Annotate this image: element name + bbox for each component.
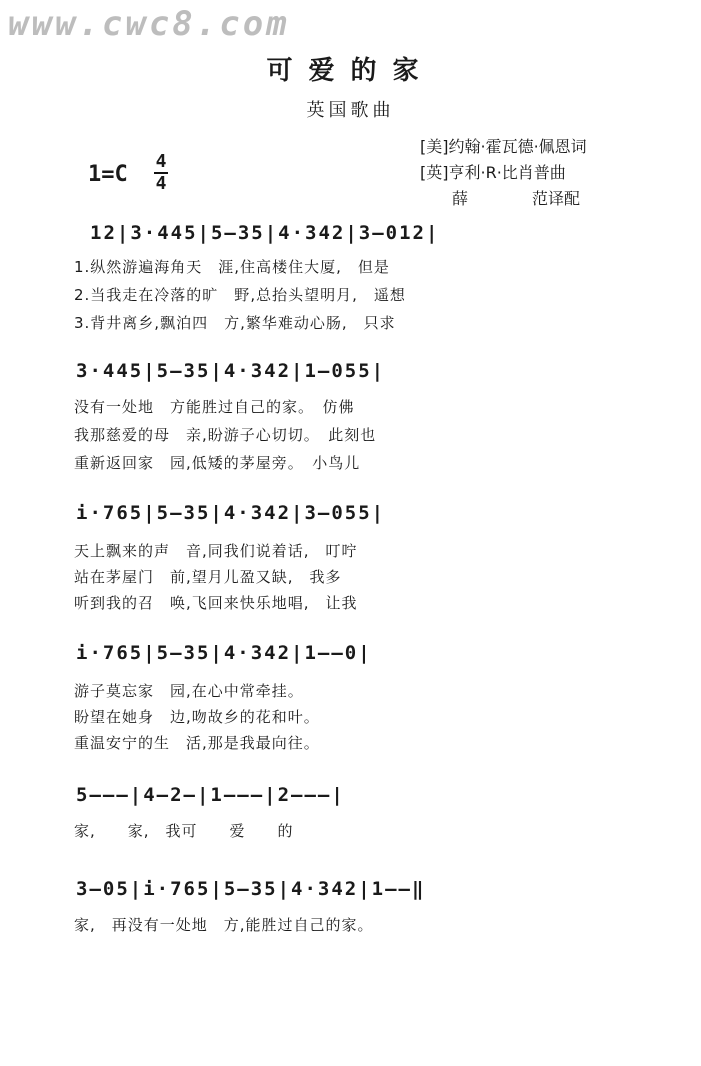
notes-6: 3—05|i·765|5—35|4·342|1——‖ [76, 878, 426, 900]
staff-line-4 [70, 636, 645, 676]
lyric-1-2: 2.当我走在冷落的旷 野,总抬头望明月, 遥想 [74, 286, 406, 304]
arranger-credit: 薛 范译配 [452, 189, 581, 208]
staff-line-5 [70, 778, 645, 818]
lyric-2-3: 重新返回家 园,低矮的茅屋旁。 小鸟儿 [74, 454, 361, 472]
song-title: 可爱的家 [266, 56, 435, 86]
lyric-4-2: 盼望在她身 边,吻故乡的花和叶。 [74, 708, 320, 726]
lyric-2-2: 我那慈爱的母 亲,盼游子心切切。 此刻也 [74, 426, 377, 444]
lyric-2-1: 没有一处地 方能胜过自己的家。 仿佛 [74, 398, 355, 416]
lyric-6-1: 家, 再没有一处地 方,能胜过自己的家。 [74, 916, 374, 934]
staff-line-1 [70, 216, 645, 256]
lyricist-credit: [美]约翰·霍瓦德·佩恩词 [420, 137, 587, 156]
time-signature-bottom: 4 [155, 173, 167, 194]
notes-3: i·765|5—35|4·342|3—055| [76, 502, 386, 524]
song-subtitle: 英国歌曲 [306, 100, 395, 121]
notes-5: 5———|4—2—|1———|2———| [76, 784, 345, 806]
lyric-3-3: 听到我的召 唤,飞回来快乐地唱, 让我 [74, 594, 358, 612]
lyric-1-1: 1.纵然游遍海角天 涯,住高楼住大厦, 但是 [74, 258, 390, 276]
lyric-3-2: 站在茅屋门 前,望月儿盈又缺, 我多 [74, 568, 342, 586]
staff-line-3 [70, 496, 645, 536]
key-signature: 1=C [88, 162, 128, 187]
lyric-1-3: 3.背井离乡,飘泊四 方,繁华难动心肠, 只求 [74, 314, 396, 332]
staff-line-6 [70, 872, 645, 912]
notes-4: i·765|5—35|4·342|1——0| [76, 642, 372, 664]
lyric-5-1: 家, 家, 我可 爱 的 [74, 822, 294, 840]
time-signature-top: 4 [155, 151, 167, 172]
lyric-4-3: 重温安宁的生 活,那是我最向往。 [74, 734, 320, 752]
composer-credit: [英]亨利·R·比肖普曲 [420, 163, 566, 182]
lyric-3-1: 天上飘来的声 音,同我们说着话, 叮咛 [74, 542, 358, 560]
lyric-4-1: 游子莫忘家 园,在心中常牵挂。 [74, 682, 304, 700]
notes-1: 12|3·445|5—35|4·342|3—012| [90, 222, 440, 244]
notes-2: 3·445|5—35|4·342|1—055| [76, 360, 386, 382]
site-watermark: www.cwc8.com [8, 4, 290, 44]
time-signature [154, 152, 168, 194]
staff-line-2 [70, 354, 645, 394]
